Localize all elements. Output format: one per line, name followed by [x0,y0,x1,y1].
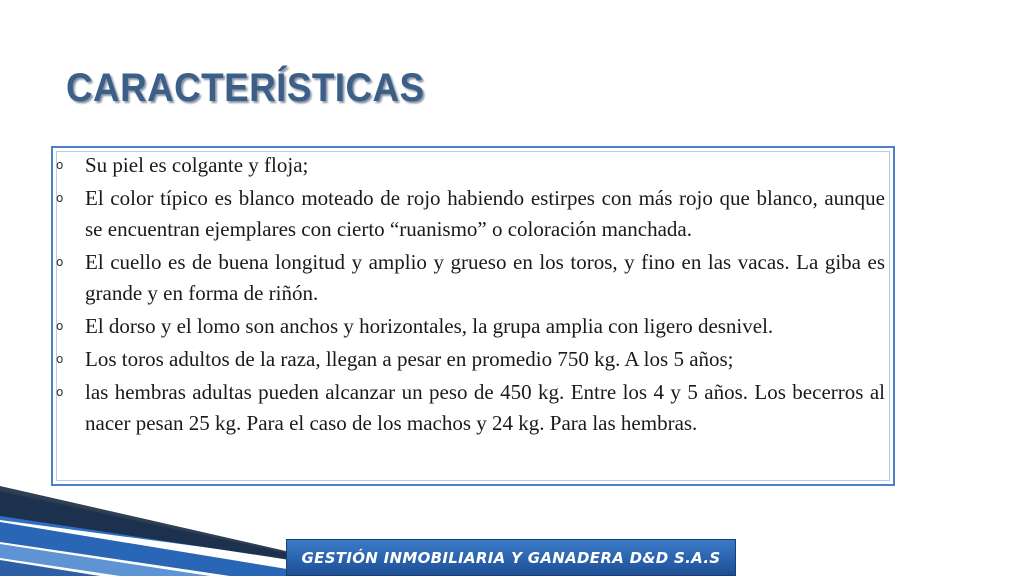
list-item [56,311,885,342]
footer-banner [286,539,736,576]
bullet-text: El color típico es blanco moteado de rojo habiendo estirpes con más rojo que blanco, aunque se encuentran ejemplares con cierto “ruanismo” o coloración manchada. [85,186,885,241]
bullet-marker-icon: o [56,385,64,399]
bullet-list [56,150,885,441]
list-item [56,150,885,181]
bullet-text: El dorso y el lomo son anchos y horizontales, la grupa amplia con ligero desnivel. [85,314,774,338]
list-item [56,377,885,439]
bullet-text: Los toros adultos de la raza, llegan a pesar en promedio 750 kg. A los 5 años; [85,347,734,371]
list-item [56,247,885,309]
bullet-marker-icon: o [56,319,64,333]
list-item [56,183,885,245]
company-name: GESTIÓN INMOBILIARIA Y GANADERA D&D S.A.S [301,548,721,567]
bullet-text: las hembras adultas pueden alcanzar un peso de 450 kg. Entre los 4 y 5 años. Los becerros al nacer pesan 25 kg. Para el caso de los machos y 24 kg. Para las hembras. [85,380,885,435]
slide-title: CARACTERÍSTICAS [66,66,425,110]
bullet-marker-icon: o [56,158,64,172]
bullet-text: El cuello es de buena longitud y amplio y grueso en los toros, y fino en las vacas. La giba es grande y en forma de riñón. [85,250,885,305]
bullet-marker-icon: o [56,352,64,366]
bullet-text: Su piel es colgante y floja; [85,153,309,177]
bullet-marker-icon: o [56,191,64,205]
list-item [56,344,885,375]
bullet-marker-icon: o [56,255,64,269]
